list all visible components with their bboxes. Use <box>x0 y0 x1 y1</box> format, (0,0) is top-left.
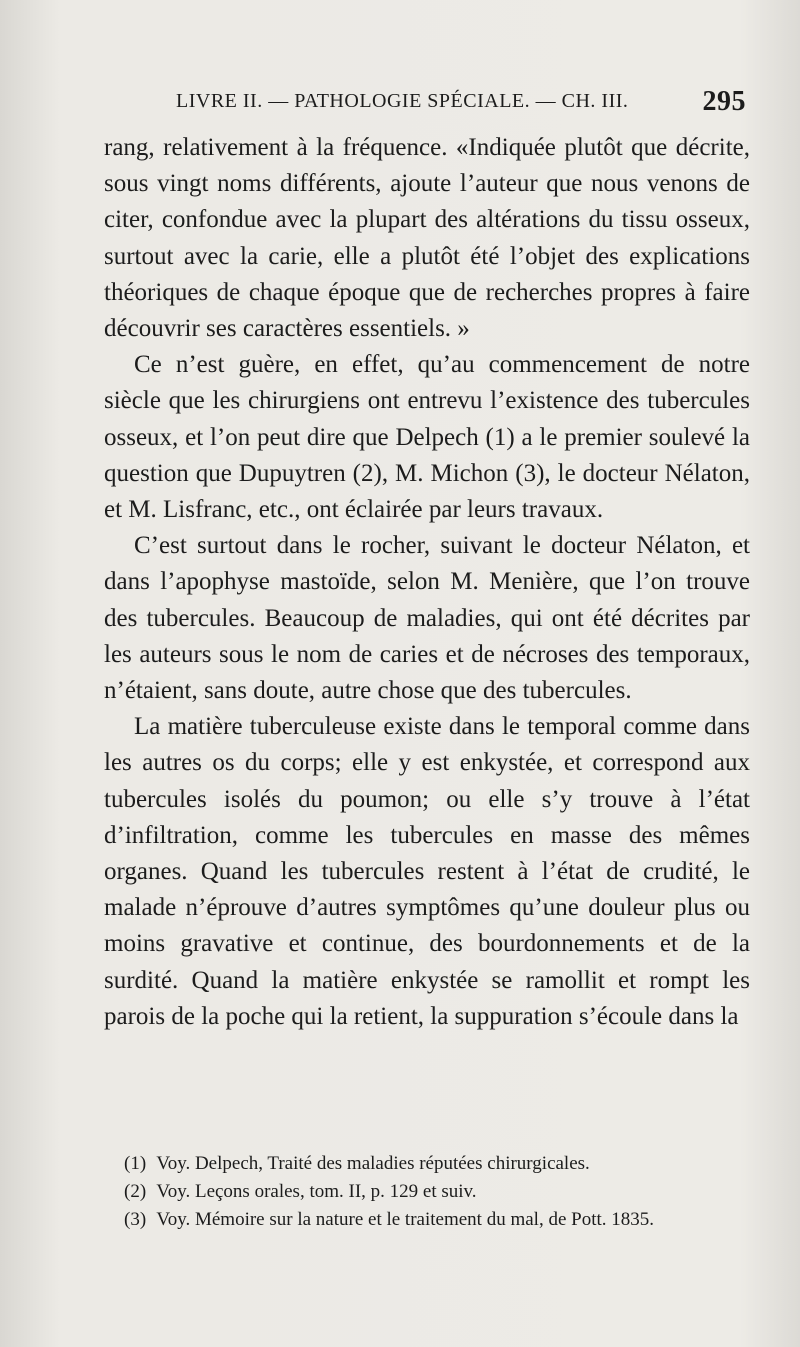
footnote <box>124 1178 764 1206</box>
footnote <box>124 1206 764 1234</box>
paragraph: rang, relativement à la fréquence. «Indiquée plutôt que décrite, sous vingt noms différents, ajoute l’auteur que nous venons de citer, confondue avec la plupart des altérations du tissu osseux, surtout avec la carie, elle a plutôt été l’objet des explications théoriques de chaque époque que de recherches propres à faire découvrir ses caractères essentiels. » <box>104 134 750 343</box>
paragraph: C’est surtout dans le rocher, suivant le docteur Nélaton, et dans l’apophyse mastoïde, selon M. Menière, que l’on trouve des tubercules. Beaucoup de maladies, qui ont été décrites par les auteurs sous le nom de caries et de nécroses des temporaux, n’étaient, sans doute, autre chose que des tubercules. <box>104 532 750 705</box>
running-title: LIVRE II. — PATHOLOGIE SPÉCIALE. — CH. III. <box>176 90 629 112</box>
body-text <box>104 130 750 1035</box>
footnote-text: Voy. Mémoire sur la nature et le traitement du mal, de Pott. 1835. <box>156 1209 655 1230</box>
footnote-separator <box>104 1146 750 1147</box>
footnote-number: (3) <box>124 1209 147 1230</box>
running-header <box>176 88 746 122</box>
footnote-number: (2) <box>124 1181 147 1202</box>
page-number: 295 <box>702 86 746 117</box>
footnote <box>124 1150 764 1178</box>
footnote-number: (1) <box>124 1153 147 1174</box>
paragraph: La matière tuberculeuse existe dans le temporal comme dans les autres os du corps; elle y est enkystée, et correspond aux tubercules isolés du poumon; ou elle s’y trouve à l’état d’infiltration, comme les tubercules en masse des mêmes organes. Quand les tubercules restent à l’état de crudité, le malade n’éprouve d’autres symptômes qu’une douleur plus ou moins gravative et continue, des bourdonnements et de la surdité. Quand la matière enkystée se ramollit et rompt les parois de la poche qui la retient, la suppuration s’écoule dans la <box>104 713 750 1030</box>
footnote-text: Voy. Delpech, Traité des maladies réputées chirurgicales. <box>156 1153 590 1174</box>
footnotes <box>124 1150 764 1234</box>
footnote-text: Voy. Leçons orales, tom. II, p. 129 et suiv. <box>156 1181 477 1202</box>
paragraph: Ce n’est guère, en effet, qu’au commencement de notre siècle que les chirurgiens ont entrevu l’existence des tubercules osseux, et l’on peut dire que Delpech (1) a le premier soulevé la question que Dupuytren (2), M. Michon (3), le docteur Nélaton, et M. Lisfranc, etc., ont éclairée par leurs travaux. <box>104 351 750 524</box>
